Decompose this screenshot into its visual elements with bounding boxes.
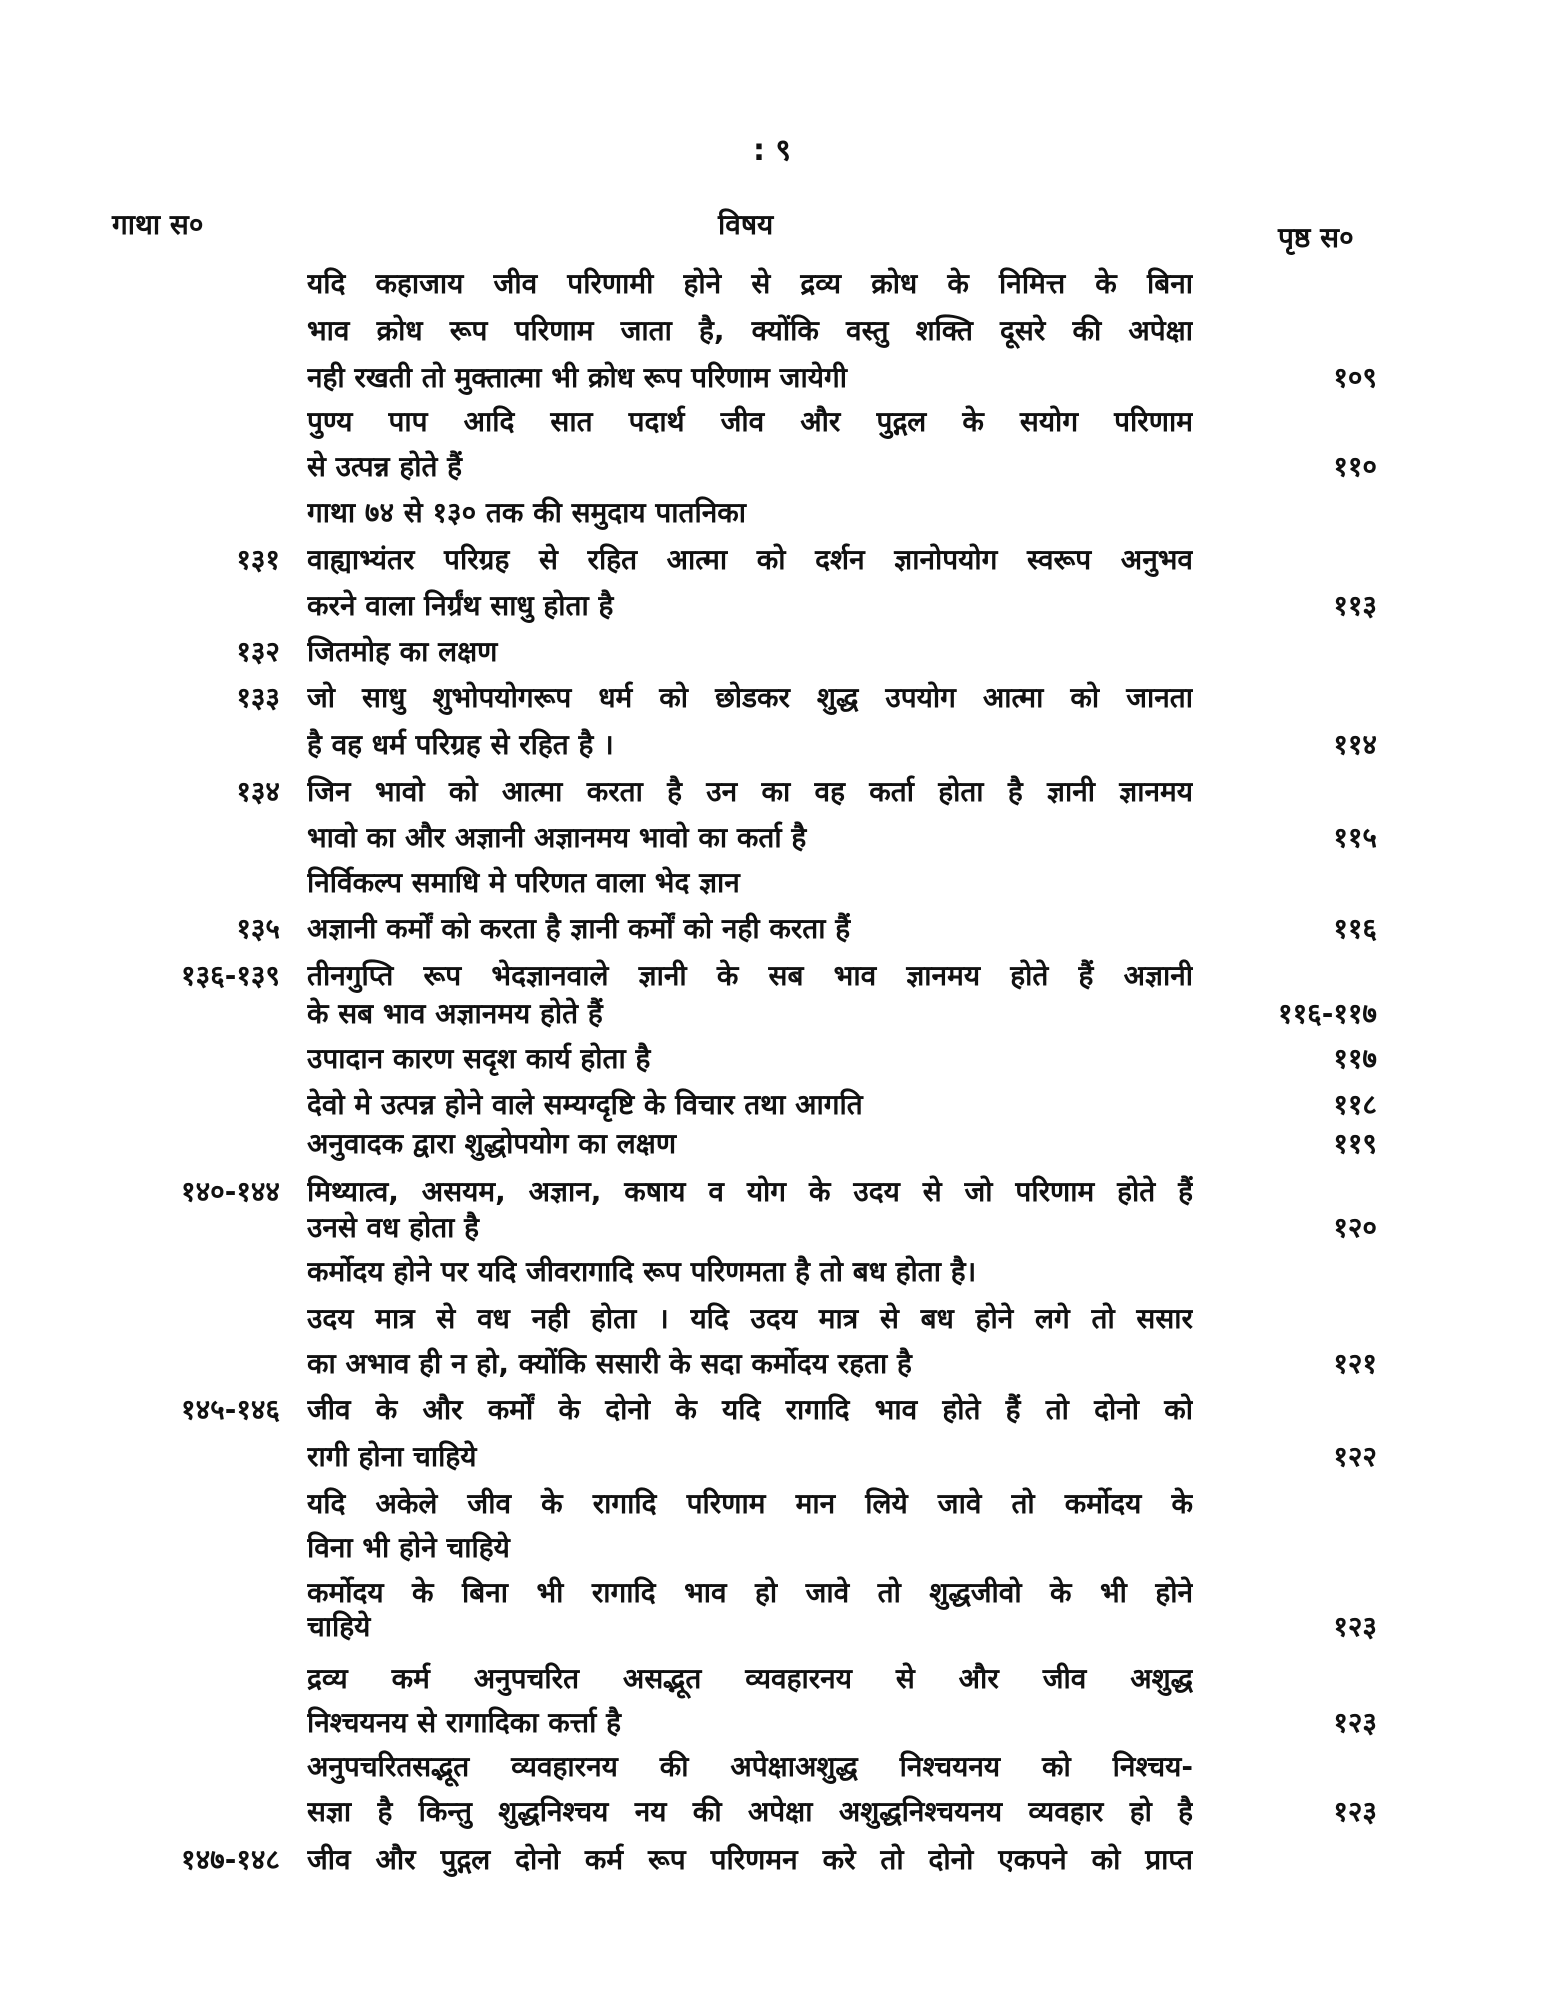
page-ref: १२२ bbox=[1333, 1440, 1377, 1473]
subject-text: गाथा ७४ से १३० तक की समुदाय पातनिका bbox=[307, 496, 747, 529]
table-row bbox=[0, 816, 1544, 860]
table-row bbox=[0, 1605, 1544, 1649]
gatha-number: १३२ bbox=[236, 635, 280, 668]
header-page-number: पृष्ठ स० bbox=[1278, 221, 1354, 254]
gatha-number: १३६-१३९ bbox=[181, 959, 280, 992]
table-row bbox=[0, 491, 1544, 535]
subject-text: अनुवादक द्वारा शुद्धोपयोग का लक्षण bbox=[307, 1127, 677, 1160]
table-row bbox=[0, 1037, 1544, 1081]
table-row bbox=[0, 907, 1544, 951]
table-row bbox=[0, 1206, 1544, 1250]
table-row bbox=[0, 1790, 1544, 1834]
header-subject: विषय bbox=[718, 208, 774, 241]
gatha-number: १३५ bbox=[236, 912, 280, 945]
page-ref: ११७ bbox=[1333, 1042, 1377, 1075]
page-ref: ११० bbox=[1333, 450, 1377, 483]
gatha-number: १४०-१४४ bbox=[181, 1175, 280, 1208]
subject-text: जो साधु शुभोपयोगरूप धर्म को छोडकर शुद्ध उपयोग आत्मा को जानता bbox=[307, 681, 1193, 714]
table-row bbox=[0, 1745, 1544, 1789]
page-ref: ११८ bbox=[1333, 1088, 1377, 1121]
table-row bbox=[0, 1388, 1544, 1432]
table-row bbox=[0, 1701, 1544, 1745]
subject-text: जीव और पुद्गल दोनो कर्म रूप परिणमन करे तो दोनो एकपने को प्राप्त bbox=[307, 1843, 1193, 1876]
page-ref: १२१ bbox=[1333, 1347, 1377, 1380]
subject-text: अज्ञानी कर्मों को करता है ज्ञानी कर्मों को नही करता हैं bbox=[307, 912, 851, 945]
subject-text: कर्मोदय के बिना भी रागादि भाव हो जावे तो शुद्धजीवो के भी होने bbox=[307, 1576, 1193, 1609]
subject-text: रागी होना चाहिये bbox=[307, 1440, 477, 1473]
table-row bbox=[0, 1838, 1544, 1882]
table-row bbox=[0, 400, 1544, 444]
table-row bbox=[0, 445, 1544, 489]
table-row bbox=[0, 861, 1544, 905]
gatha-number: १४७-१४८ bbox=[181, 1843, 280, 1876]
table-row bbox=[0, 356, 1544, 400]
subject-text: विना भी होने चाहिये bbox=[307, 1531, 510, 1564]
page-ref: ११६ bbox=[1333, 912, 1377, 945]
header-gatha-number: गाथा स० bbox=[112, 208, 204, 241]
subject-text: के सब भाव अज्ञानमय होते हैं bbox=[307, 997, 603, 1030]
table-row bbox=[0, 262, 1544, 306]
subject-text: सज्ञा है किन्तु शुद्धनिश्चय नय की अपेक्षा अशुद्धनिश्चयनय व्यवहार हो है bbox=[307, 1795, 1193, 1828]
subject-text: वाह्याभ्यंतर परिग्रह से रहित आत्मा को दर्शन ज्ञानोपयोग स्वरूप अनुभव bbox=[307, 543, 1193, 576]
page-ref: ११३ bbox=[1333, 589, 1377, 622]
table-row bbox=[0, 676, 1544, 720]
subject-text: का अभाव ही न हो, क्योंकि ससारी के सदा कर्मोदय रहता है bbox=[307, 1347, 912, 1380]
gatha-number: १३४ bbox=[236, 775, 280, 808]
subject-text: उनसे वध होता है bbox=[307, 1211, 480, 1244]
page-ref: १२३ bbox=[1333, 1610, 1377, 1643]
subject-text: जीव के और कर्मों के दोनो के यदि रागादि भाव होते हैं तो दोनो को bbox=[307, 1393, 1193, 1426]
subject-text: उपादान कारण सदृश कार्य होता है bbox=[307, 1042, 651, 1075]
page-ref: १२३ bbox=[1333, 1706, 1377, 1739]
subject-text: यदि कहाजाय जीव परिणामी होने से द्रव्य क्रोध के निमित्त के बिना bbox=[307, 267, 1193, 300]
table-row bbox=[0, 1083, 1544, 1127]
subject-text: कर्मोदय होने पर यदि जीवरागादि रूप परिणमता है तो बध होता है। bbox=[307, 1255, 977, 1288]
table-row bbox=[0, 770, 1544, 814]
subject-text: जितमोह का लक्षण bbox=[307, 635, 498, 668]
table-row bbox=[0, 723, 1544, 767]
page-ref: ११५ bbox=[1333, 821, 1377, 854]
gatha-number: १३१ bbox=[236, 543, 280, 576]
page-ref: ११९ bbox=[1333, 1127, 1377, 1160]
subject-text: पुण्य पाप आदि सात पदार्थ जीव और पुद्गल के सयोग परिणाम bbox=[307, 405, 1193, 438]
subject-text: यदि अकेले जीव के रागादि परिणाम मान लिये जावे तो कर्मोदय के bbox=[307, 1487, 1193, 1520]
page-ref: १०९ bbox=[1333, 361, 1377, 394]
page-ref: ११४ bbox=[1333, 728, 1377, 761]
table-row bbox=[0, 992, 1544, 1036]
subject-text: मिथ्यात्व, असयम, अज्ञान, कषाय व योग के उदय से जो परिणाम होते हैं bbox=[307, 1175, 1193, 1208]
page-ref: १२० bbox=[1333, 1211, 1377, 1244]
subject-text: भावो का और अज्ञानी अज्ञानमय भावो का कर्ता है bbox=[307, 821, 807, 854]
subject-text: उदय मात्र से वध नही होता । यदि उदय मात्र से बध होने लगे तो ससार bbox=[307, 1302, 1193, 1335]
table-row bbox=[0, 1526, 1544, 1570]
table-row bbox=[0, 1342, 1544, 1386]
table-row bbox=[0, 1435, 1544, 1479]
table-row bbox=[0, 1122, 1544, 1166]
subject-text: द्रव्य कर्म अनुपचरित असद्भूत व्यवहारनय से और जीव अशुद्ध bbox=[307, 1662, 1193, 1695]
subject-text: भाव क्रोध रूप परिणाम जाता है, क्योंकि वस्तु शक्ति दूसरे की अपेक्षा bbox=[307, 314, 1193, 347]
subject-text: देवो मे उत्पन्न होने वाले सम्यग्दृष्टि के विचार तथा आगति bbox=[307, 1088, 863, 1121]
subject-text: करने वाला निर्ग्रंथ साधु होता है bbox=[307, 589, 614, 622]
table-row bbox=[0, 1657, 1544, 1701]
gatha-number: १३३ bbox=[236, 681, 280, 714]
page-ref: १२३ bbox=[1333, 1795, 1377, 1828]
table-row bbox=[0, 309, 1544, 353]
table-row bbox=[0, 1482, 1544, 1526]
table-row bbox=[0, 1297, 1544, 1341]
table-row bbox=[0, 1250, 1544, 1294]
subject-text: तीनगुप्ति रूप भेदज्ञानवाले ज्ञानी के सब भाव ज्ञानमय होते हैं अज्ञानी bbox=[307, 959, 1193, 992]
subject-text: से उत्पन्न होते हैं bbox=[307, 450, 463, 483]
table-row bbox=[0, 538, 1544, 582]
subject-text: नही रखती तो मुक्तात्मा भी क्रोध रूप परिणाम जायेगी bbox=[307, 361, 847, 394]
subject-text: है वह धर्म परिग्रह से रहित है । bbox=[307, 728, 614, 761]
subject-text: निश्चयनय से रागादिका कर्त्ता है bbox=[307, 1706, 621, 1739]
gatha-number: १४५-१४६ bbox=[181, 1393, 280, 1426]
page-number: : ९ bbox=[752, 133, 792, 168]
table-row bbox=[0, 630, 1544, 674]
subject-text: चाहिये bbox=[307, 1610, 371, 1643]
subject-text: अनुपचरितसद्भूत व्यवहारनय की अपेक्षाअशुद्ध निश्चयनय को निश्चय- bbox=[307, 1750, 1193, 1783]
table-row bbox=[0, 584, 1544, 628]
subject-text: निर्विकल्प समाधि मे परिणत वाला भेद ज्ञान bbox=[307, 866, 740, 899]
page-ref: ११६-११७ bbox=[1278, 997, 1377, 1030]
subject-text: जिन भावो को आत्मा करता है उन का वह कर्ता होता है ज्ञानी ज्ञानमय bbox=[307, 775, 1193, 808]
